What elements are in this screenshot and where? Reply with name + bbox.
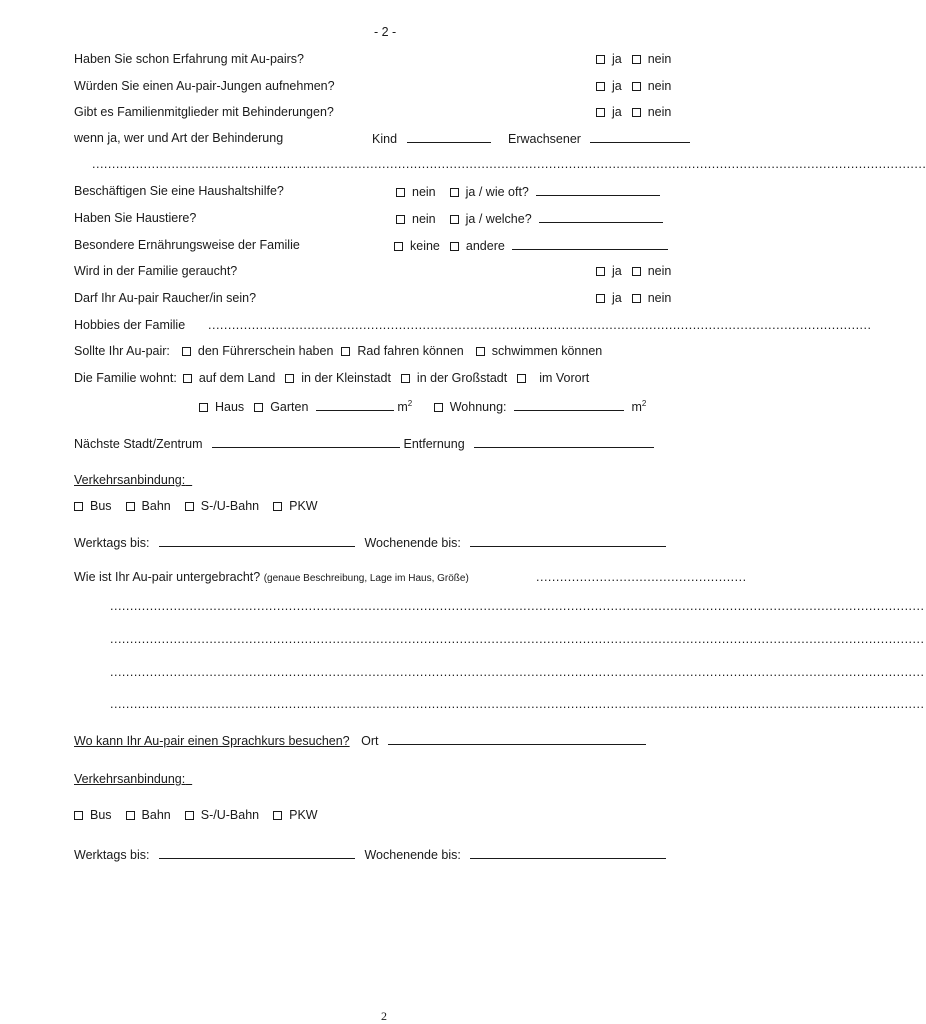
- behinderung-nein-checkbox[interactable]: [632, 108, 641, 117]
- opt-label: nein: [647, 79, 672, 93]
- rad-label: Rad fahren können: [357, 344, 464, 358]
- garten-unit: $m^2$: [397, 399, 413, 415]
- verkehr-options-2: [74, 807, 318, 823]
- opt-label: andere: [465, 239, 505, 253]
- untergebracht-note: (genaue Beschreibung, Lage im Haus, Größe): [263, 573, 469, 584]
- zeiten-row-2: [74, 846, 666, 863]
- haustiere-options: [396, 210, 663, 227]
- haus-label: Haus: [215, 400, 245, 415]
- erfahrung-ja-checkbox[interactable]: [596, 55, 605, 64]
- ernaehrung-options: [394, 237, 668, 254]
- land-label: auf dem Land: [198, 371, 276, 385]
- ernaehrung-andere-input[interactable]: [512, 237, 668, 250]
- verkehr-heading-2: Verkehrsanbindung:: [74, 772, 186, 786]
- subahn-checkbox[interactable]: [185, 811, 194, 820]
- opt-label: keine: [410, 239, 440, 253]
- question-wenn-ja: wenn ja, wer und Art der Behinderung: [74, 131, 284, 145]
- haushaltshilfe-ja-checkbox[interactable]: [450, 188, 459, 197]
- garten-label: Garten: [270, 400, 309, 415]
- geraucht-options: [596, 263, 671, 279]
- zeiten-row-1: [74, 534, 666, 551]
- sollte-label: Sollte Ihr Au-pair:: [74, 344, 170, 358]
- raucher-ja-checkbox[interactable]: [596, 294, 605, 303]
- pkw-checkbox[interactable]: [273, 811, 282, 820]
- opt-label: ja: [612, 264, 622, 278]
- page-marker: - 2 -: [374, 25, 397, 39]
- untergebracht-row: [74, 569, 469, 587]
- rad-checkbox[interactable]: [341, 347, 350, 356]
- verkehr-options-1: [74, 498, 318, 514]
- opt-label: nein: [412, 185, 436, 199]
- pkw-checkbox[interactable]: [273, 502, 282, 511]
- land-checkbox[interactable]: [183, 374, 192, 383]
- wochenende-label: Wochenende bis:: [364, 848, 461, 862]
- werktags-input[interactable]: [159, 534, 355, 547]
- wohnung-size-input[interactable]: [514, 398, 624, 411]
- schwimmen-label: schwimmen können: [491, 344, 603, 358]
- bahn-checkbox[interactable]: [126, 811, 135, 820]
- vorort-checkbox[interactable]: [517, 374, 526, 383]
- entfernung-input[interactable]: [474, 435, 654, 448]
- untergebracht-dotline-3[interactable]: .............................................................................................................................................................................................................: [110, 665, 925, 679]
- subahn-label: S-/U-Bahn: [200, 499, 260, 513]
- raucher-nein-checkbox[interactable]: [632, 294, 641, 303]
- opt-label: nein: [647, 264, 672, 278]
- untergebracht-dotline-0[interactable]: .....................................................: [536, 570, 747, 584]
- behinderung-options: [596, 104, 671, 120]
- opt-label: ja: [612, 105, 622, 119]
- geraucht-ja-checkbox[interactable]: [596, 267, 605, 276]
- sprachkurs-label: Wo kann Ihr Au-pair einen Sprachkurs besuchen?: [74, 734, 350, 748]
- erwachsener-label: Erwachsener: [508, 132, 581, 146]
- haushaltshilfe-oft-input[interactable]: [536, 183, 660, 196]
- stadt-row: [74, 435, 654, 452]
- wohnt-row: [74, 370, 589, 386]
- opt-label: ja / welche?: [465, 212, 532, 226]
- grossstadt-checkbox[interactable]: [401, 374, 410, 383]
- stadt-input[interactable]: [212, 435, 400, 448]
- kleinstadt-label: in der Kleinstadt: [301, 371, 391, 385]
- sprachkurs-row: [74, 732, 646, 749]
- kind-label: Kind: [372, 132, 398, 146]
- verkehr-heading-1: Verkehrsanbindung:: [74, 473, 186, 487]
- fuehrerschein-label: den Führerschein haben: [197, 344, 334, 358]
- ernaehrung-andere-checkbox[interactable]: [450, 242, 459, 251]
- garten-checkbox[interactable]: [254, 403, 263, 412]
- erwachsener-input[interactable]: [590, 130, 690, 143]
- subahn-label: S-/U-Bahn: [200, 808, 260, 822]
- schwimmen-checkbox[interactable]: [476, 347, 485, 356]
- fuehrerschein-checkbox[interactable]: [182, 347, 191, 356]
- behinderung-details-dotline[interactable]: ..................................................................................................................................................................................................................: [92, 157, 926, 171]
- pkw-label: PKW: [289, 808, 318, 822]
- kind-input[interactable]: [407, 130, 491, 143]
- haustiere-welche-input[interactable]: [539, 210, 663, 223]
- jungen-options: [596, 78, 671, 94]
- question-hobbies: Hobbies der Familie: [74, 318, 186, 332]
- wochenende-label: Wochenende bis:: [364, 536, 461, 550]
- ort-label: Ort: [361, 734, 379, 748]
- opt-label: nein: [412, 212, 436, 226]
- opt-label: ja: [612, 291, 622, 305]
- opt-label: ja: [612, 79, 622, 93]
- raucher-options: [596, 290, 671, 306]
- opt-label: ja / wie oft?: [465, 185, 529, 199]
- question-haushaltshilfe: Beschäftigen Sie eine Haushaltshilfe?: [74, 184, 284, 198]
- grossstadt-label: in der Großstadt: [416, 371, 508, 385]
- untergebracht-dotline-1[interactable]: .............................................................................................................................................................................................................: [110, 599, 925, 613]
- bahn-checkbox[interactable]: [126, 502, 135, 511]
- kind-field: [372, 130, 491, 147]
- wohnung-label: Wohnung:: [449, 400, 507, 415]
- werktags-label: Werktags bis:: [74, 536, 150, 550]
- bahn-label: Bahn: [141, 808, 171, 822]
- question-geraucht: Wird in der Familie geraucht?: [74, 264, 238, 278]
- bus-checkbox[interactable]: [74, 502, 83, 511]
- sollte-row: [74, 343, 602, 359]
- erfahrung-nein-checkbox[interactable]: [632, 55, 641, 64]
- opt-label: ja: [612, 52, 622, 66]
- ort-input[interactable]: [388, 732, 646, 745]
- question-raucher: Darf Ihr Au-pair Raucher/in sein?: [74, 291, 257, 305]
- werktags-label: Werktags bis:: [74, 848, 150, 862]
- question-jungen: Würden Sie einen Au-pair-Jungen aufnehmen?: [74, 79, 335, 93]
- haushaltshilfe-options: [396, 183, 660, 200]
- wohnung-checkbox[interactable]: [434, 403, 443, 412]
- bus-label: Bus: [90, 808, 112, 822]
- bus-label: Bus: [90, 499, 112, 513]
- erfahrung-options: [596, 51, 671, 67]
- werktags-input[interactable]: [159, 846, 355, 859]
- wochenende-input[interactable]: [470, 534, 666, 547]
- entfernung-label: Entfernung: [403, 437, 465, 451]
- untergebracht-label: Wie ist Ihr Au-pair untergebracht?: [74, 570, 261, 584]
- wohnung-unit: $m^2$: [631, 399, 647, 415]
- question-erfahrung: Haben Sie schon Erfahrung mit Au-pairs?: [74, 52, 304, 66]
- hobbies-dotline[interactable]: .......................................................................................................................................................................: [208, 318, 872, 332]
- kleinstadt-checkbox[interactable]: [285, 374, 294, 383]
- question-haustiere: Haben Sie Haustiere?: [74, 211, 197, 225]
- jungen-nein-checkbox[interactable]: [632, 82, 641, 91]
- geraucht-nein-checkbox[interactable]: [632, 267, 641, 276]
- garten-size-input[interactable]: [316, 398, 394, 411]
- bus-checkbox[interactable]: [74, 811, 83, 820]
- wohnform-row: [199, 396, 646, 415]
- jungen-ja-checkbox[interactable]: [596, 82, 605, 91]
- haustiere-nein-checkbox[interactable]: [396, 215, 405, 224]
- opt-label: nein: [647, 291, 672, 305]
- haushaltshilfe-nein-checkbox[interactable]: [396, 188, 405, 197]
- pkw-label: PKW: [289, 499, 318, 513]
- wochenende-input[interactable]: [470, 846, 666, 859]
- opt-label: nein: [647, 52, 672, 66]
- bahn-label: Bahn: [141, 499, 171, 513]
- erwachsener-field: [508, 130, 690, 147]
- subahn-checkbox[interactable]: [185, 502, 194, 511]
- vorort-label: im Vorort: [539, 371, 590, 385]
- opt-label: nein: [647, 105, 672, 119]
- wohnt-label: Die Familie wohnt:: [74, 371, 177, 385]
- ernaehrung-keine-checkbox[interactable]: [394, 242, 403, 251]
- untergebracht-dotline-4[interactable]: .............................................................................................................................................................................................................: [110, 697, 925, 711]
- behinderung-ja-checkbox[interactable]: [596, 108, 605, 117]
- question-behinderung: Gibt es Familienmitglieder mit Behinderungen?: [74, 105, 334, 119]
- untergebracht-dotline-2[interactable]: .............................................................................................................................................................................................................: [110, 632, 925, 646]
- stadt-label: Nächste Stadt/Zentrum: [74, 437, 203, 451]
- page-number: 2: [381, 1009, 387, 1023]
- haustiere-ja-checkbox[interactable]: [450, 215, 459, 224]
- haus-checkbox[interactable]: [199, 403, 208, 412]
- question-ernaehrung: Besondere Ernährungsweise der Familie: [74, 238, 300, 252]
